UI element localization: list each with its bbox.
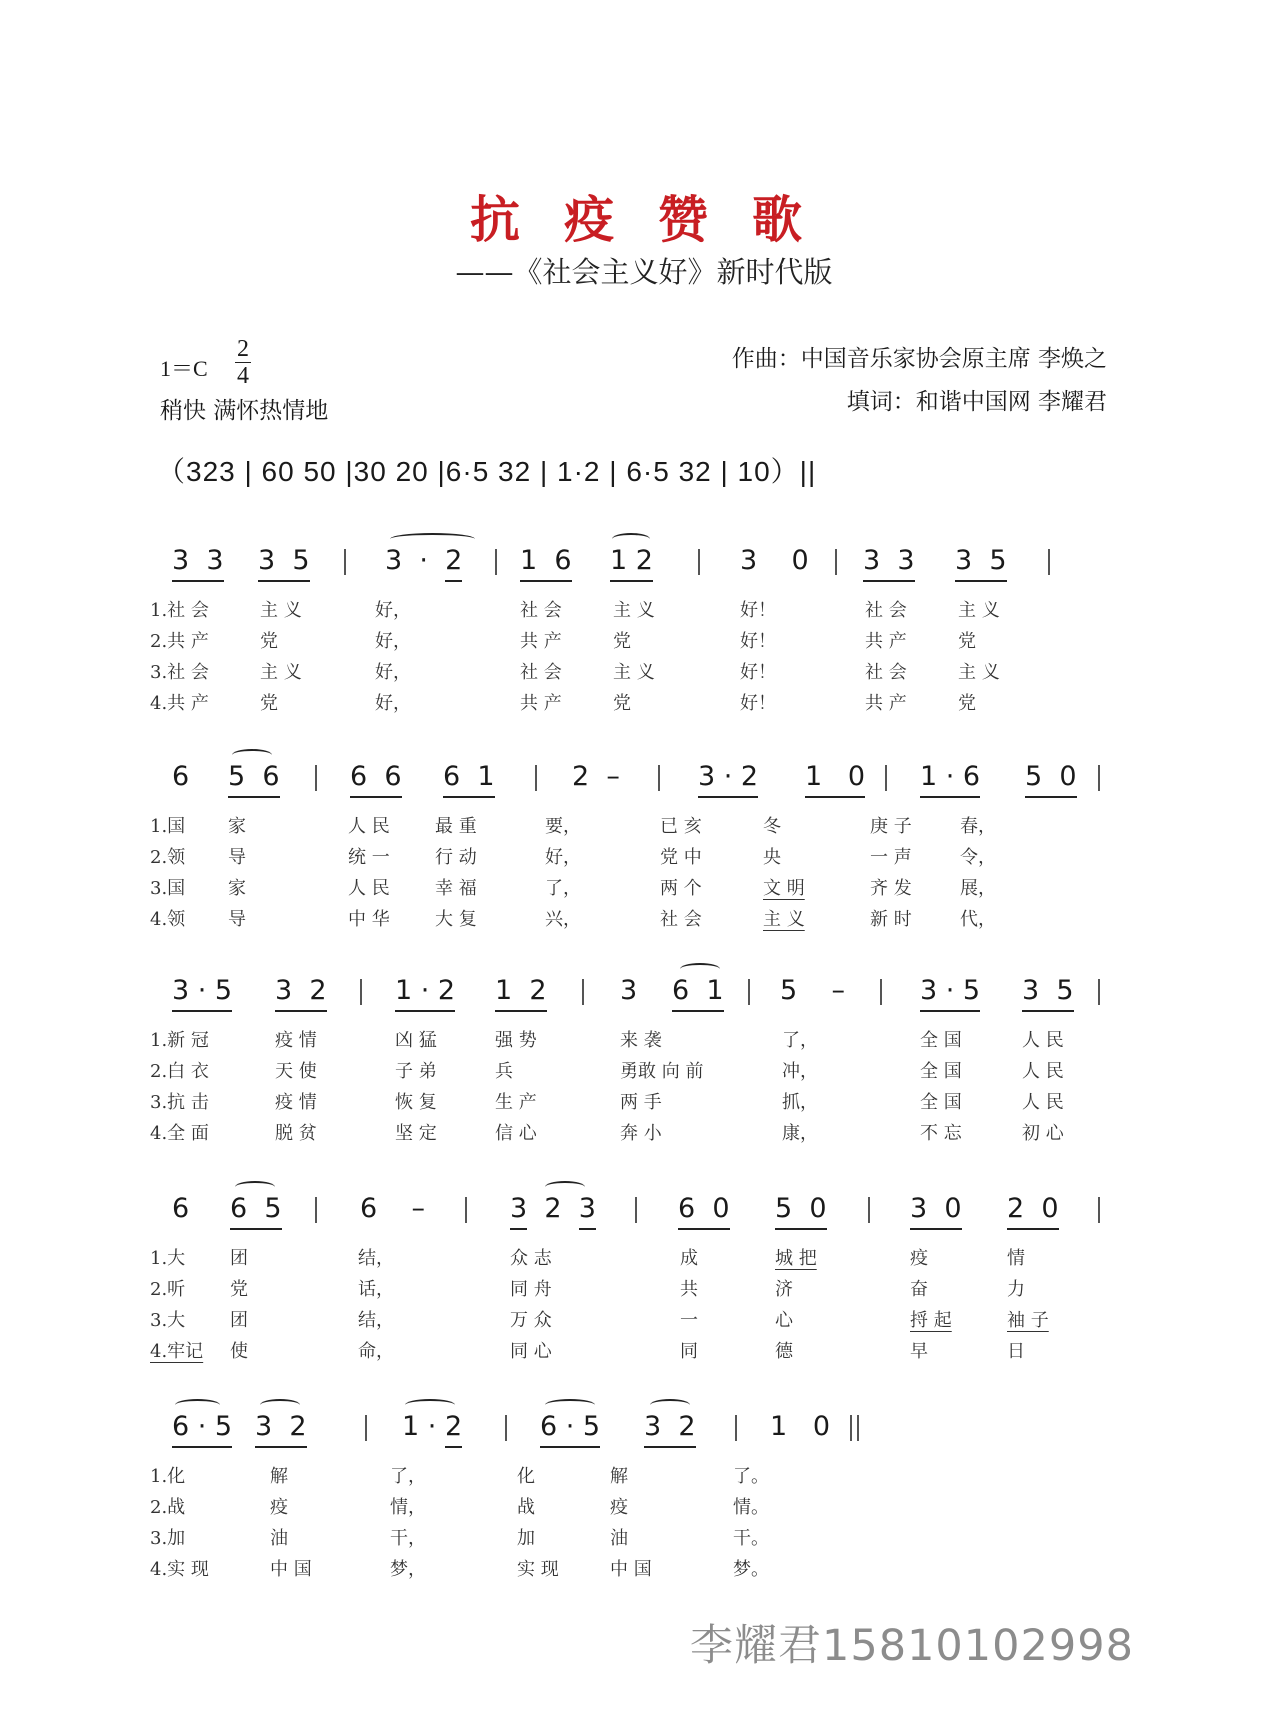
lyric: 疫: [270, 1497, 288, 1518]
note-group: 5 0: [775, 1193, 827, 1230]
lyric: 好，: [375, 693, 411, 714]
lyric: 奋: [910, 1279, 928, 1300]
note-group: 5 –: [780, 975, 846, 1006]
verse-1: [150, 811, 1110, 842]
lyric: 抓，: [782, 1092, 818, 1113]
verse-2: [150, 1056, 1110, 1087]
lyric: 加: [517, 1528, 535, 1549]
lyric: 油: [270, 1528, 288, 1549]
barline: [495, 549, 497, 575]
lyric: 党 中: [660, 847, 702, 868]
lyrics-block: [150, 1025, 1110, 1149]
verse-2: [150, 842, 1110, 873]
verse-4: [150, 904, 1110, 935]
lyric: 情。: [733, 1497, 769, 1518]
lyric: 齐 发: [870, 878, 912, 899]
title-char: 赞: [658, 190, 708, 249]
lyric: 化: [517, 1466, 535, 1487]
lyric: 好！: [740, 693, 776, 714]
lyric: 社 会: [520, 600, 562, 621]
lyric: 人 民: [1022, 1092, 1064, 1113]
lyric: 战: [517, 1497, 535, 1518]
note-group: 5 6: [228, 761, 280, 798]
note-group: 1 0: [770, 1411, 831, 1442]
lyric: 3.抗 击: [150, 1092, 209, 1113]
note-group: 3 2: [275, 975, 327, 1012]
lyric: 疫 情: [275, 1030, 317, 1051]
score-system-5: [150, 1411, 1110, 1585]
note-group: 6 6: [350, 761, 402, 798]
note-group: 3 · 5: [172, 975, 232, 1012]
lyric: 勇敢 向 前: [620, 1061, 704, 1082]
lyric: 3.大: [150, 1310, 186, 1331]
lyric: 了，: [782, 1030, 818, 1051]
time-sig-bottom: 4: [237, 363, 249, 389]
note-group: 6 · 5: [172, 1411, 232, 1448]
lyric: 导: [228, 847, 246, 868]
slur: [545, 1181, 585, 1193]
barline: [465, 1197, 467, 1223]
score-system-1: [150, 545, 1110, 719]
note-group: 6 –: [360, 1193, 426, 1224]
composer-credit: 作曲：中国音乐家协会原主席 李焕之: [731, 346, 1107, 372]
lyric: 一: [680, 1310, 698, 1331]
note-group: 2 –: [572, 761, 620, 792]
lyric: 两 个: [660, 878, 702, 899]
barline: [1098, 1197, 1100, 1223]
lyric: 众 志: [510, 1248, 552, 1269]
note-group: 6 1: [443, 761, 495, 798]
note: 3: [620, 975, 638, 1006]
lyric: 大 复: [435, 909, 477, 930]
lyric: 命，: [358, 1341, 394, 1362]
slur: [175, 1399, 220, 1411]
note-group: 3 2: [255, 1411, 307, 1448]
lyric: 4.领: [150, 909, 186, 930]
lyric: 两 手: [620, 1092, 662, 1113]
lyric: 解: [610, 1466, 628, 1487]
lyric: 力: [1007, 1279, 1025, 1300]
note-group: 6 · 5: [540, 1411, 600, 1448]
lyric: 社 会: [660, 909, 702, 930]
lyric: 共: [680, 1279, 698, 1300]
time-sig-top: 2: [237, 336, 249, 362]
score-system-2: [150, 761, 1110, 935]
note-group: 5 0: [1025, 761, 1077, 798]
barline: [365, 1415, 367, 1441]
slur: [680, 963, 720, 975]
barline: [748, 979, 750, 1005]
lyric: 团: [230, 1310, 248, 1331]
lyric: 好！: [740, 600, 776, 621]
lyric: 家: [228, 816, 246, 837]
lyric: 德: [775, 1341, 793, 1362]
lyric: 心: [775, 1310, 793, 1331]
lyric: 全 国: [920, 1061, 962, 1082]
lyric: 使: [230, 1341, 248, 1362]
barline: [1098, 765, 1100, 791]
lyrics-block: [150, 1461, 1110, 1585]
note-group: 3 5: [955, 545, 1007, 582]
verse-1: [150, 1243, 1110, 1274]
lyric: 主 义: [260, 662, 302, 683]
lyric: 恢 复: [395, 1092, 437, 1113]
lyric: 了，: [545, 878, 581, 899]
song-subtitle: ——《社会主义好》新时代版: [455, 255, 833, 289]
verse-3: [150, 1087, 1110, 1118]
lyric: 冬: [763, 816, 781, 837]
slur: [235, 1181, 275, 1193]
lyric: 社 会: [520, 662, 562, 683]
lyric: 疫 情: [275, 1092, 317, 1113]
lyric: 干。: [733, 1528, 769, 1549]
lyric: 庚 子: [870, 816, 912, 837]
note-group: 3 2: [644, 1411, 696, 1448]
intro-line: （323 | 60 50 |30 20 |6·5 32 | 1·2 | 6·5 32 | 10）||: [157, 456, 817, 487]
note-group: 1 2: [495, 975, 547, 1012]
lyric: 捋 起: [910, 1310, 952, 1331]
lyric: 社 会: [865, 600, 907, 621]
tempo-marking: 稍快 满怀热情地: [160, 398, 329, 424]
lyric: 行 动: [435, 847, 477, 868]
lyric: 成: [680, 1248, 698, 1269]
lyric: 全 国: [920, 1092, 962, 1113]
lyric: 已 亥: [660, 816, 702, 837]
verse-4: [150, 688, 1110, 719]
note-group: 3 3: [172, 545, 224, 582]
note-group: 3 0: [740, 545, 809, 576]
key-signature: 1＝C: [160, 356, 208, 381]
lyric: 实 现: [517, 1559, 559, 1580]
lyricist-credit: 填词：和谐中国网 李耀君: [846, 389, 1107, 415]
lyric: 好，: [545, 847, 581, 868]
lyric: 人 民: [348, 816, 390, 837]
note-group: 3 · 5: [920, 975, 980, 1012]
lyric: 幸 福: [435, 878, 477, 899]
lyric: 来 袭: [620, 1030, 662, 1051]
credits: [732, 338, 1107, 424]
lyric: 早: [910, 1341, 928, 1362]
lyric: 1.大: [150, 1248, 186, 1269]
notation-row: [150, 1193, 1110, 1243]
lyric: 党: [613, 693, 631, 714]
lyric: 同 舟: [510, 1279, 552, 1300]
title-char: 疫: [564, 190, 614, 249]
verse-1: [150, 1025, 1110, 1056]
slur: [390, 533, 475, 545]
slur: [260, 1399, 300, 1411]
slur: [405, 1399, 455, 1411]
lyric: 2.共 产: [150, 631, 209, 652]
note-group: 6 0: [678, 1193, 730, 1230]
lyrics-block: [150, 1243, 1110, 1367]
barline: [868, 1197, 870, 1223]
note-group: 3 0: [910, 1193, 962, 1230]
lyrics-block: [150, 811, 1110, 935]
lyric: 家: [228, 878, 246, 899]
verse-2: [150, 1274, 1110, 1305]
lyric: 话，: [358, 1279, 394, 1300]
lyric: 人 民: [1022, 1061, 1064, 1082]
barline: [880, 979, 882, 1005]
note-group: 3 5: [1022, 975, 1074, 1012]
lyric: 冲，: [782, 1061, 818, 1082]
verse-4: [150, 1336, 1110, 1367]
note-group: 3 · 2: [698, 761, 758, 798]
barline: [1048, 549, 1050, 575]
lyric: 党: [260, 631, 278, 652]
lyric: 1.新 冠: [150, 1030, 209, 1051]
lyric: 好！: [740, 662, 776, 683]
lyric: 凶 猛: [395, 1030, 437, 1051]
lyric: 3.国: [150, 878, 186, 899]
lyric: 主 义: [613, 600, 655, 621]
lyric: 要，: [545, 816, 581, 837]
lyric: 文 明: [763, 878, 805, 899]
lyric: 好！: [740, 631, 776, 652]
lyric: 4.共 产: [150, 693, 209, 714]
barline: [835, 549, 837, 575]
slur: [545, 1399, 595, 1411]
verse-2: [150, 1492, 1110, 1523]
verse-1: [150, 595, 1110, 626]
watermark: 李耀君15810102998: [690, 1621, 1134, 1671]
lyric: 最 重: [435, 816, 477, 837]
verse-4: [150, 1118, 1110, 1149]
lyric: 4.牢记: [150, 1341, 204, 1362]
barline: [344, 549, 346, 575]
notation-row: [150, 761, 1110, 811]
lyric: 1.国: [150, 816, 186, 837]
note: 6: [172, 761, 190, 792]
lyric: 疫: [610, 1497, 628, 1518]
lyric: 康，: [782, 1123, 818, 1144]
lyric: 疫: [910, 1248, 928, 1269]
lyric: 济: [775, 1279, 793, 1300]
note-group: 3 5: [258, 545, 310, 582]
barline: [885, 765, 887, 791]
lyric: 同: [680, 1341, 698, 1362]
lyric: 坚 定: [395, 1123, 437, 1144]
lyric: 导: [228, 909, 246, 930]
note-group: 3 2 3: [510, 1193, 596, 1224]
verse-1: [150, 1461, 1110, 1492]
lyric: 干，: [390, 1528, 426, 1549]
note-group: 3 3: [863, 545, 915, 582]
lyric: 初 心: [1022, 1123, 1064, 1144]
lyric: 共 产: [865, 631, 907, 652]
lyric: 脱 贫: [275, 1123, 317, 1144]
notation-row: [150, 975, 1110, 1025]
lyric: 党: [613, 631, 631, 652]
lyric: 了。: [733, 1466, 769, 1487]
notation-row: [150, 545, 1110, 595]
note-group: 6 5: [230, 1193, 282, 1230]
verse-3: [150, 1523, 1110, 1554]
lyric: 2.听: [150, 1279, 186, 1300]
lyric: 中 国: [270, 1559, 312, 1580]
verse-4: [150, 1554, 1110, 1585]
lyric: 团: [230, 1248, 248, 1269]
lyric: 解: [270, 1466, 288, 1487]
final-barline: [850, 1415, 852, 1441]
lyric: 不 忘: [920, 1123, 962, 1144]
score-system-3: [150, 975, 1110, 1149]
note-group: 1 · 6: [920, 761, 980, 798]
lyric: 社 会: [865, 662, 907, 683]
lyric: 了，: [390, 1466, 426, 1487]
lyrics-block: [150, 595, 1110, 719]
lyric: 主 义: [958, 600, 1000, 621]
title-char: 歌: [752, 190, 802, 249]
lyric: 共 产: [520, 693, 562, 714]
lyric: 油: [610, 1528, 628, 1549]
lyric: 春，: [960, 816, 996, 837]
lyric: 情: [1007, 1248, 1025, 1269]
lyric: 天 使: [275, 1061, 317, 1082]
lyric: 强 势: [495, 1030, 537, 1051]
lyric: 好，: [375, 631, 411, 652]
barline: [1098, 979, 1100, 1005]
lyric: 人 民: [1022, 1030, 1064, 1051]
lyric: 央: [763, 847, 781, 868]
note-group: 6 1: [672, 975, 724, 1012]
verse-3: [150, 1305, 1110, 1336]
lyric: 主 义: [763, 909, 805, 930]
lyric: 全 国: [920, 1030, 962, 1051]
lyric: 中 国: [610, 1559, 652, 1580]
barline: [735, 1415, 737, 1441]
lyric: 生 产: [495, 1092, 537, 1113]
barline: [658, 765, 660, 791]
verse-3: [150, 873, 1110, 904]
lyric: 党: [260, 693, 278, 714]
note-group: 1 6: [520, 545, 572, 582]
lyric: 代，: [960, 909, 996, 930]
lyric: 主 义: [958, 662, 1000, 683]
lyric: 中 华: [348, 909, 390, 930]
lyric: 主 义: [260, 600, 302, 621]
lyric: 城 把: [775, 1248, 817, 1269]
note: 6: [172, 1193, 190, 1224]
lyric: 令，: [960, 847, 996, 868]
verse-2: [150, 626, 1110, 657]
lyric: 共 产: [520, 631, 562, 652]
time-signature: [235, 336, 251, 389]
notation-row: [150, 1411, 1110, 1461]
lyric: 好，: [375, 600, 411, 621]
barline: [582, 979, 584, 1005]
lyric: 统 一: [348, 847, 390, 868]
lyric: 日: [1007, 1341, 1025, 1362]
note-group: 1 0: [805, 761, 865, 798]
note-group: 1 · 2: [395, 975, 455, 1012]
lyric: 梦，: [390, 1559, 426, 1580]
note-group: 3 · 2: [385, 545, 462, 576]
note-group: 1 · 2: [402, 1411, 462, 1442]
lyric: 4.实 现: [150, 1559, 209, 1580]
note-group: 1 2: [610, 545, 653, 582]
lyric: 袖 子: [1007, 1310, 1049, 1331]
title-char: 抗: [470, 190, 520, 249]
lyric: 梦。: [733, 1559, 769, 1580]
barline: [360, 979, 362, 1005]
lyric: 3.加: [150, 1528, 186, 1549]
slur: [232, 749, 272, 761]
lyric: 党: [958, 631, 976, 652]
final-barline: [857, 1415, 859, 1441]
slur: [612, 533, 650, 545]
lyric: 2.领: [150, 847, 186, 868]
lyric: 奔 小: [620, 1123, 662, 1144]
slur: [650, 1399, 690, 1411]
lyric: 结，: [358, 1248, 394, 1269]
note-group: 2 0: [1007, 1193, 1059, 1230]
lyric: 1.社 会: [150, 600, 209, 621]
lyric: 好，: [375, 662, 411, 683]
lyric: 信 心: [495, 1123, 537, 1144]
lyric: 结，: [358, 1310, 394, 1331]
lyric: 主 义: [613, 662, 655, 683]
lyric: 兵: [495, 1061, 513, 1082]
barline: [505, 1415, 507, 1441]
lyric: 展，: [960, 878, 996, 899]
lyric: 2.战: [150, 1497, 186, 1518]
lyric: 2.白 衣: [150, 1061, 209, 1082]
barline: [315, 1197, 317, 1223]
score-system-4: [150, 1193, 1110, 1367]
barline: [535, 765, 537, 791]
lyric: 共 产: [865, 693, 907, 714]
lyric: 1.化: [150, 1466, 186, 1487]
barline: [635, 1197, 637, 1223]
lyric: 党: [958, 693, 976, 714]
lyric: 同 心: [510, 1341, 552, 1362]
barline: [698, 549, 700, 575]
song-title: [0, 180, 1272, 252]
lyric: 万 众: [510, 1310, 552, 1331]
lyric: 子 弟: [395, 1061, 437, 1082]
lyric: 4.全 面: [150, 1123, 209, 1144]
lyric: 一 声: [870, 847, 912, 868]
lyric: 情，: [390, 1497, 426, 1518]
lyric: 兴，: [545, 909, 581, 930]
lyric: 新 时: [870, 909, 912, 930]
lyric: 3.社 会: [150, 662, 209, 683]
lyric: 人 民: [348, 878, 390, 899]
barline: [315, 765, 317, 791]
lyric: 党: [230, 1279, 248, 1300]
verse-3: [150, 657, 1110, 688]
